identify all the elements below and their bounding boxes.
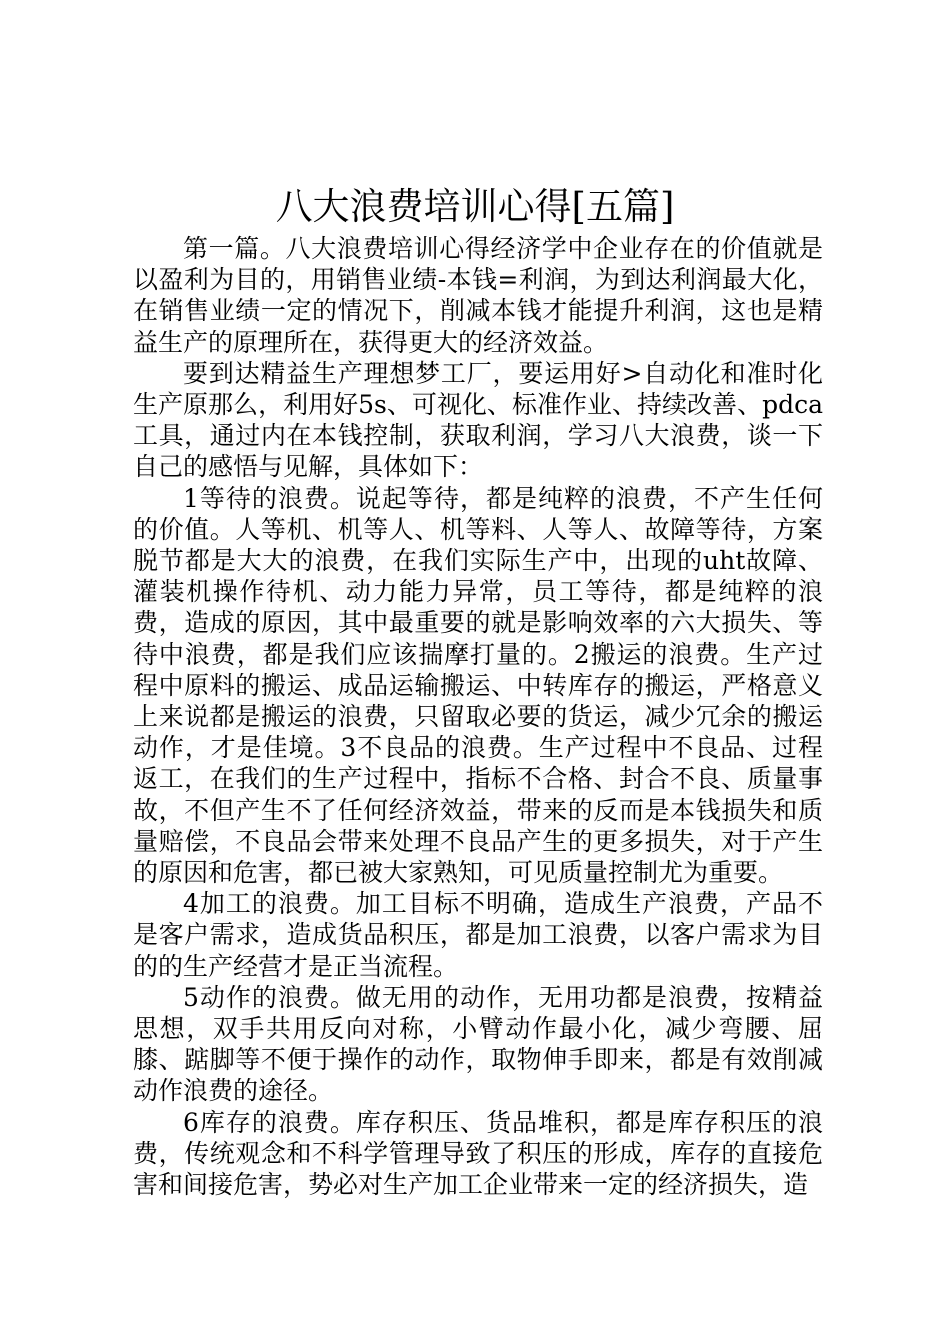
paragraph-6: 6库存的浪费。库存积压、货品堆积，都是库存积压的浪费，传统观念和不科学管理导致了积压的形成，库存的直接危害和间接危害，势必对生产加工企业带来一定的经济损失，造 (133, 1107, 823, 1200)
paragraph-5: 5动作的浪费。做无用的动作，无用功都是浪费，按精益思想，双手共用反向对称，小臂动作最小化，减少弯腰、屈膝、踮脚等不便于操作的动作，取物伸手即来，都是有效削减动作浪费的途径。 (133, 982, 823, 1106)
paragraph-3: 1等待的浪费。说起等待，都是纯粹的浪费，不产生任何的价值。人等机、机等人、机等料、人等人、故障等待，方案脱节都是大大的浪费，在我们实际生产中，出现的uht故障、灌装机操作待机、动力能力异常，员工等待，都是纯粹的浪费，造成的原因，其中最重要的就是影响效率的六大损失、等待中浪费，都是我们应该揣摩打量的。2搬运的浪费。生产过程中原料的搬运、成品运输搬运、中转库存的搬运，严格意义上来说都是搬运的浪费，只留取必要的货运，减少冗余的搬运动作，才是佳境。3不良品的浪费。生产过程中不良品、过程返工，在我们的生产过程中，指标不合格、封合不良、质量事故，不但产生不了任何经济效益，带来的反而是本钱损失和质量赔偿，不良品会带来处理不良品产生的更多损失，对于产生的原因和危害，都已被大家熟知，可见质量控制尤为重要。 (133, 483, 823, 888)
paragraph-2: 要到达精益生产理想梦工厂，要运用好>自动化和准时化生产原那么，利用好5s、可视化、标准作业、持续改善、pdca工具，通过内在本钱控制，获取利润，学习八大浪费，谈一下自己的感悟与见解，具体如下： (133, 358, 823, 482)
paragraph-4: 4加工的浪费。加工目标不明确，造成生产浪费，产品不是客户需求，造成货品积压，都是加工浪费，以客户需求为目的的生产经营才是正当流程。 (133, 889, 823, 981)
paragraph-1: 第一篇。八大浪费培训心得经济学中企业存在的价值就是以盈利为目的，用销售业绩-本钱=利润，为到达利润最大化，在销售业绩一定的情况下，削减本钱才能提升利润，这也是精益生产的原理所在，获得更大的经济效益。 (133, 234, 823, 357)
document-title: 八大浪费培训心得[五篇] (275, 185, 675, 228)
document-body (133, 233, 823, 1200)
